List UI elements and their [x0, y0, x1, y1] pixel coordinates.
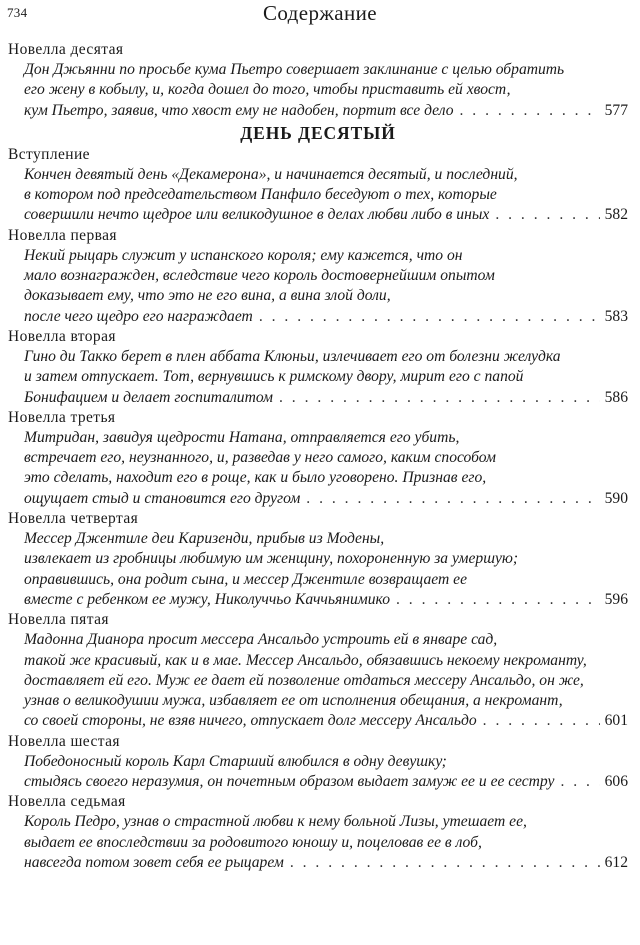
toc-entry-summary-line: извлекает из гробницы любимую им женщину, похороненную за умершую;: [24, 550, 519, 568]
toc-entry: [8, 792, 628, 873]
toc-entry: [8, 408, 628, 509]
toc-entry-title: Новелла четвертая: [8, 510, 139, 528]
toc-entry-summary-line: Победоносный король Карл Старший влюбился в одну девушку;: [24, 752, 447, 770]
toc-entry-summary-line: выдает ее впоследствии за родовитого юношу и, поцеловав ее в лоб,: [24, 833, 482, 851]
toc-entry: [8, 40, 628, 121]
toc-entry-title: Новелла пятая: [8, 611, 109, 629]
toc-entry-title: Новелла десятая: [8, 41, 124, 58]
toc-entry: [8, 226, 628, 327]
toc-entry-summary-text: Бонифацием и делает госпиталитом: [24, 388, 273, 406]
toc-group-day-ten: [8, 145, 628, 873]
dot-leader: [483, 711, 600, 731]
running-title: Содержание: [262, 1, 378, 25]
toc-entry-summary-line: доставляет ей его. Муж ее дает ей позволение отдаться мессеру Ансальдо, он же,: [24, 671, 584, 689]
toc-entry-title: Новелла шестая: [8, 732, 120, 750]
toc-entry-summary-line: такой же красивый, как и в мае. Мессер Ансальдо, обязавшись некоему некроманту,: [24, 651, 587, 669]
toc-entry-summary-text: стыдясь своего неразумия, он почетным образом выдает замуж ее и ее сестру: [24, 773, 555, 791]
toc-entry: [8, 509, 628, 610]
toc-entry: [8, 145, 628, 226]
toc-entry-page-number: 586: [604, 388, 628, 406]
toc-entry: [8, 610, 628, 731]
section-title: ДЕНЬ ДЕСЯТЫЙ: [240, 122, 396, 143]
toc-entry-summary-line: Некий рыцарь служит у испанского короля; ему кажется, что он: [24, 246, 463, 264]
toc-entry-page-number: 601: [604, 712, 628, 730]
toc-entry-summary-text: со своей стороны, не взяв ничего, отпускает долг мессеру Ансальдо: [24, 712, 477, 730]
toc-entry-summary-line: встречает его, неузнанного, и, разведав у него самого, каким способом: [24, 449, 496, 467]
toc-entry-summary-line: [8, 853, 628, 873]
page-number: 734: [7, 5, 28, 20]
toc-entry-title: Новелла первая: [8, 226, 117, 244]
toc-group-day-nine: [8, 40, 628, 121]
toc-entry-page-number: 577: [604, 101, 628, 119]
dot-leader: [306, 489, 599, 509]
toc-entry: [8, 732, 628, 793]
toc-entry-summary-line: [8, 101, 628, 121]
toc-entry-summary-text: совершили нечто щедрое или великодушное в делах любви либо в иных: [24, 206, 490, 224]
toc-entry-summary-text: ощущает стыд и становится его другом: [24, 489, 301, 507]
dot-leader: [460, 101, 600, 121]
toc-entry: [8, 327, 628, 408]
toc-entry-summary-line: [8, 307, 628, 327]
toc-entry-page-number: 596: [604, 590, 628, 608]
toc-entry-title: Новелла вторая: [8, 327, 116, 345]
dot-leader: [396, 590, 600, 610]
dot-leader: [279, 388, 600, 408]
toc-entry-summary-line: в котором под председательством Панфило беседуют о тех, которые: [24, 186, 497, 204]
table-of-contents: [8, 40, 628, 873]
dot-leader: [290, 853, 600, 873]
toc-entry-summary-line: Король Педро, узнав о страстной любви к нему больной Лизы, утешает ее,: [24, 813, 527, 831]
toc-entry-summary-line: [8, 205, 628, 225]
toc-entry-summary-text: после чего щедро его награждает: [24, 307, 253, 325]
toc-entry-summary-text: кум Пьетро, заявив, что хвост ему не надобен, портит все дело: [24, 101, 454, 119]
toc-entry-summary-line: [8, 711, 628, 731]
toc-entry-summary-line: [8, 590, 628, 610]
toc-entry-summary-line: оправившись, она родит сына, и мессер Джентиле возвращает ее: [24, 570, 468, 588]
toc-entry-summary-line: доказывает ему, что это не его вина, а вина злой доли,: [24, 287, 391, 305]
toc-entry-summary-line: его жену в кобылу, и, когда дошел до того, чтобы приставить ей хвост,: [24, 81, 511, 99]
toc-entry-summary-line: это сделать, находит его в роще, как и было уговорено. Признав его,: [24, 469, 487, 487]
toc-entry-page-number: 582: [604, 206, 628, 224]
toc-entry-page-number: 612: [604, 853, 628, 871]
toc-entry-summary-line: [8, 772, 628, 792]
toc-entry-summary-line: Мадонна Дианора просит мессера Ансальдо устроить ей в январе сад,: [24, 631, 498, 649]
toc-entry-page-number: 583: [604, 307, 628, 325]
toc-entry-summary-line: Кончен девятый день «Декамерона», и начинается десятый, и последний,: [24, 165, 518, 183]
dot-leader: [259, 307, 600, 327]
toc-entry-title: Новелла седьмая: [8, 793, 126, 811]
toc-entry-title: Вступление: [8, 145, 90, 163]
toc-entry-summary-text: навсегда потом зовет себя ее рыцарем: [24, 853, 284, 871]
toc-entry-summary-line: и затем отпускает. Тот, вернувшись к римскому двору, мирит его с папой: [24, 368, 524, 386]
toc-entry-summary-line: [8, 489, 628, 509]
toc-entry-summary-line: мало вознагражден, вследствие чего король достовернейшим опытом: [24, 267, 495, 285]
toc-entry-summary-text: вместе с ребенком ее мужу, Николуччьо Каччьянимико: [24, 590, 390, 608]
toc-entry-summary-line: [8, 388, 628, 408]
toc-entry-summary-line: Гино ди Такко берет в плен аббата Клюньи, излечивает его от болезни желудка: [24, 347, 561, 365]
dot-leader: [495, 205, 599, 225]
toc-entry-summary-line: узнав о великодушии мужа, избавляет ее от исполнения обещания, а некромант,: [24, 692, 563, 710]
dot-leader: [560, 772, 599, 792]
toc-entry-summary-line: Мессер Джентиле деи Каризенди, прибыв из Модены,: [24, 530, 385, 548]
toc-entry-summary-line: Митридан, завидуя щедрости Натана, отправляется его убить,: [24, 428, 460, 446]
toc-entry-page-number: 590: [604, 489, 628, 507]
toc-entry-title: Новелла третья: [8, 408, 116, 426]
toc-entry-page-number: 606: [604, 773, 628, 791]
toc-entry-summary-line: Дон Джьянни по просьбе кума Пьетро совершает заклинание с целью обратить: [24, 61, 565, 78]
